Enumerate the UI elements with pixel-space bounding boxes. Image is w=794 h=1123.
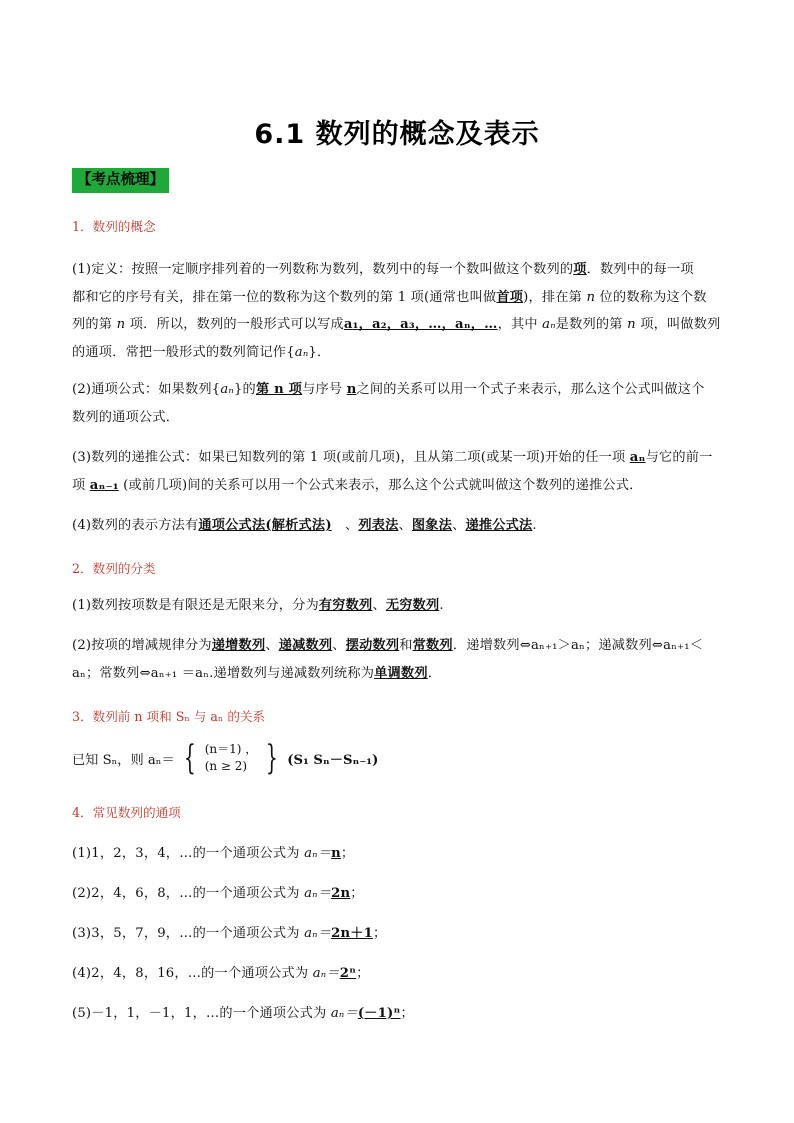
s1-paragraph-2: (2)通项公式：如果数列{aₙ}的第 n 项与序号 n之间的关系可以用一个式子来表示，那么这个公式叫做这个 数列的通项公式． xyxy=(72,382,705,425)
s1-paragraph-3: (3)数列的递推公式：如果已知数列的第 1 项(或前几项)，且从第二项(或某一项)开始的任一项 aₙ与它的前一 项 aₙ₋₁ (或前几项)间的关系可以用一个公式来表示，那么这个公式就叫做这个数列的递推公式． xyxy=(72,450,713,493)
s1-paragraph-4: (4)数列的表示方法有通项公式法(解析式法) 、列表法、图象法、递推公式法. xyxy=(72,518,537,533)
s4-item-5: (5)－1，1，－1，1，…的一个通项公式为 aₙ＝(－1)ⁿ； xyxy=(72,1006,414,1021)
s2-paragraph-1: (1)数列按项数是有限还是无限来分，分为有穷数列、无穷数列. xyxy=(72,598,444,613)
piecewise-formula: 已知 Sₙ，则 aₙ＝ { (n＝1) ， (n ≥ 2) } (S₁ Sₙ－Sₙ₋₁) xyxy=(72,738,379,778)
page-title: 6.1 数列的概念及表示 xyxy=(254,119,540,150)
left-brace: { xyxy=(183,738,196,778)
section-badge: 【考点梳理】 xyxy=(72,168,169,193)
right-brace: } xyxy=(266,738,279,778)
s4-item-2: (2)2，4，6，8，…的一个通项公式为 aₙ＝2n； xyxy=(72,886,364,901)
s1-paragraph-1: (1)定义：按照一定顺序排列着的一列数称为数列，数列中的每一个数叫做这个数列的项．数列中的每一项 都和它的序号有关，排在第一位的数称为这个数列的第 1 项(通常也叫做首项)，排在第 n 位的数称为这个数 列的第 n 项．所以，数列的一般形式可以写成a₁，a₂，a₃，…，aₙ，…，其中 aₙ是数列的第 n 项，叫做数列 的通项．常把一般形式的数列简记作{aₙ}． xyxy=(72,262,721,360)
section-1-heading: 1．数列的概念 xyxy=(72,219,156,234)
section-2-heading: 2．数列的分类 xyxy=(72,561,156,576)
formula-cases: (n＝1) ， (n ≥ 2) xyxy=(204,742,258,773)
section-3-heading: 3．数列前 n 项和 Sₙ 与 aₙ 的关系 xyxy=(72,709,266,724)
s4-item-1: (1)1，2，3，4，…的一个通项公式为 aₙ＝n； xyxy=(72,846,355,861)
s2-paragraph-2: (2)按项的增减规律分为递增数列、递减数列、摆动数列和常数列．递增数列⇔aₙ₊₁＞aₙ；递减数列⇔aₙ₊₁＜ aₙ；常数列⇔aₙ₊₁ ＝aₙ.递增数列与递减数列统称为单调数列． xyxy=(72,638,704,681)
section-4-heading: 4．常见数列的通项 xyxy=(72,805,181,820)
s4-item-4: (4)2，4，8，16，…的一个通项公式为 aₙ＝2ⁿ； xyxy=(72,966,370,981)
s4-item-3: (3)3，5，7，9，…的一个通项公式为 aₙ＝2n＋1； xyxy=(72,926,387,941)
